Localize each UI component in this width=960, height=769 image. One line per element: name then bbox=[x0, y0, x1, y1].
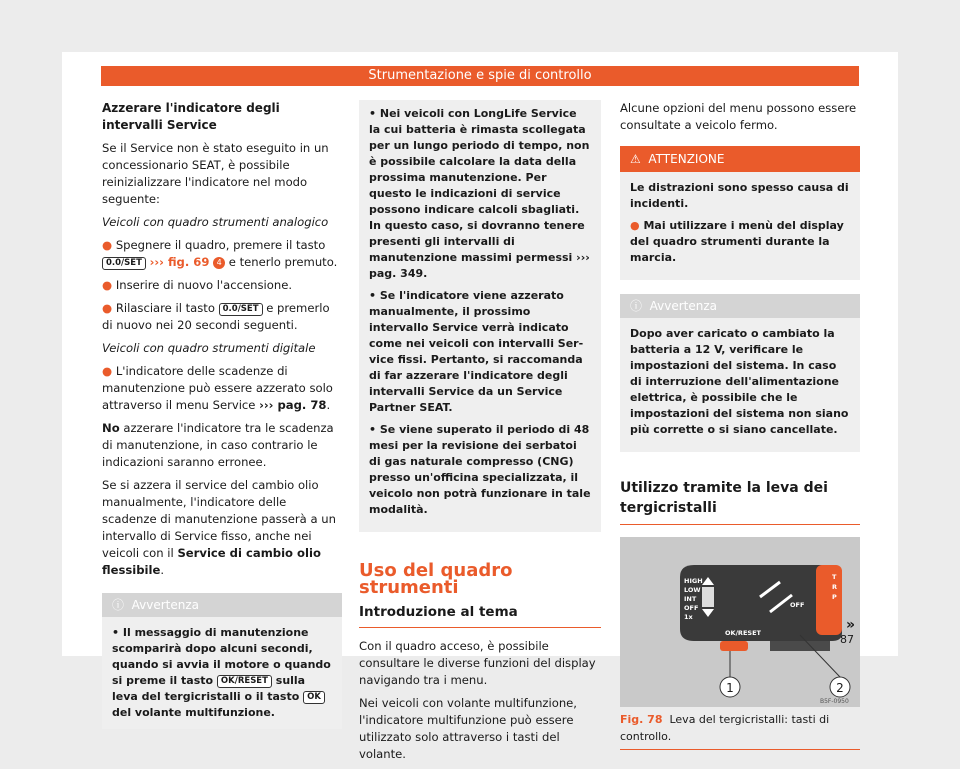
paragraph-text: azzerare l'indicatore tra le scadenza di manutenzione, in caso contrario le indicazioni saranno erronee. bbox=[102, 421, 334, 469]
topic-heading: Introduzione al tema bbox=[359, 604, 601, 628]
figure-caption bbox=[620, 707, 860, 750]
list-text: Inserire di nuovo l'accensione. bbox=[115, 278, 293, 292]
list-text: Rilasciare il tasto bbox=[115, 301, 215, 315]
list-item: ● L'indicatore delle scadenze di manutenzione può essere azzerato solo attraverso il menu Service ››› pag. 78. bbox=[102, 364, 333, 412]
wiper-lever-figure bbox=[620, 537, 860, 707]
label-low: LOW bbox=[684, 586, 701, 594]
note-header bbox=[102, 593, 342, 617]
note-text: Il messaggio di manutenzione scomparirà dopo alcuni secondi, quando si avvia il motore o quando si preme il tasto bbox=[112, 626, 331, 687]
note-box bbox=[102, 593, 342, 729]
set-key-icon: 0.0/SET bbox=[102, 257, 146, 270]
warning-box bbox=[620, 146, 860, 280]
list-item bbox=[102, 237, 342, 271]
wiper-lever-illustration bbox=[620, 537, 860, 707]
note-text: Se viene superato il periodo di 48 mesi per la revisione dei serbatoi di gas naturale compresso (CNG) presso un'officina specializzata, il veicolo non potrà funzionare in tale modalità. bbox=[369, 423, 591, 516]
paragraph: Se il Service non è stato eseguito in un concessionario SEAT, è possibile reinizializzare l'indicatore nel modo seguente: bbox=[102, 141, 329, 206]
bold-text: Service di cambio olio flessibile bbox=[102, 546, 321, 577]
note-text: del volante multifunzione. bbox=[112, 706, 275, 719]
note-header bbox=[620, 294, 860, 318]
paragraph bbox=[102, 420, 342, 471]
note-item: • Se l'indicatore viene azzerato manualmente, il prossimo intervallo Service verrà indicato come nei veicoli con intervalli Service fissi. Pertanto, si raccomanda di far azzerare l'indicatore degli intervalli Service da un Service Partner SEAT. bbox=[369, 289, 584, 414]
list-text: Spegnere il quadro, premere il tasto bbox=[115, 238, 326, 252]
warning-header bbox=[620, 146, 860, 172]
label-okreset: OK/RESET bbox=[725, 629, 761, 637]
ok-key-icon: OK bbox=[303, 691, 325, 704]
section-title: Azzerare l'indicatore degli intervalli Service bbox=[102, 101, 280, 132]
label-int: INT bbox=[684, 595, 697, 603]
paragraph-text: Se si azzera il service del cambio olio manualmente, l'indicatore delle scadenze di manutenzione passerà a un intervallo di Service fisso, anche nei veicoli con il bbox=[102, 478, 336, 560]
warning-item bbox=[630, 218, 850, 266]
set-key-icon: 0.0/SET bbox=[219, 303, 263, 316]
paragraph: Alcune opzioni del menu possono essere consultate a veicolo fermo. bbox=[620, 101, 857, 132]
callout-1: 1 bbox=[726, 681, 734, 695]
warning-title: ATTENZIONE bbox=[648, 152, 725, 166]
info-icon: ⓘ bbox=[112, 598, 125, 612]
note-item: • Se viene superato il periodo di 48 mesi per la revisione dei serbatoi di gas naturale compresso (CNG) presso un'officina specializzata, il veicolo non potrà funzionare in tale modalità. bbox=[369, 423, 591, 516]
caption-text: Leva del tergicristalli: tasti di controllo. bbox=[620, 713, 830, 743]
bullet-icon: ● bbox=[102, 238, 113, 252]
label-high: HIGH bbox=[684, 577, 703, 585]
label-r: R bbox=[832, 583, 838, 591]
bold-text: No bbox=[102, 421, 120, 435]
warning-text: Le distrazioni sono spesso causa di incidenti. bbox=[630, 181, 849, 210]
section-heading: Utilizzo tramite la leva dei tergicristalli bbox=[620, 478, 860, 525]
label-t: T bbox=[832, 573, 837, 581]
bullet-icon: ● bbox=[102, 364, 113, 378]
label-1x: 1x bbox=[684, 613, 693, 621]
section-header: Strumentazione e spie di controllo bbox=[101, 66, 859, 86]
list-text: L'indicatore delle scadenze di manutenzione può essere azzerato solo attraverso il menu Service bbox=[102, 364, 333, 412]
bullet-icon: ● bbox=[102, 301, 113, 315]
warning-icon: ⚠ bbox=[630, 152, 641, 166]
paragraph: Nei veicoli con volante multifunzione, l'indicatore multifunzione può essere utilizzato solo attraverso i tasti del volante. bbox=[359, 696, 577, 761]
callout-2: 2 bbox=[836, 681, 844, 695]
note-item: • Il messaggio di manutenzione scomparirà dopo alcuni secondi, quando si avvia il motore o quando si preme il tasto OK/RESET sulla leva del tergicristalli o il tasto OK del volante multifunzione. bbox=[112, 626, 331, 719]
subheading-analog: Veicoli con quadro strumenti analogico bbox=[102, 215, 329, 229]
figure-link[interactable]: ››› fig. 69 bbox=[149, 255, 210, 269]
figure-code: B5F-0950 bbox=[820, 698, 849, 705]
column-2 bbox=[359, 100, 601, 769]
paragraph: Con il quadro acceso, è possibile consultare le diverse funzioni del display navigando tra i menu. bbox=[359, 639, 596, 687]
list-text: e tenerlo premuto. bbox=[228, 255, 338, 269]
note-box bbox=[620, 294, 860, 452]
info-icon: ⓘ bbox=[630, 299, 643, 313]
note-text: sulla leva del tergicristalli o il tasto bbox=[112, 674, 306, 703]
page-number: 87 bbox=[840, 633, 854, 646]
column-3 bbox=[620, 100, 860, 750]
note-item: • Nei veicoli con LongLife Service la cui batteria è rimasta scollegata per un lungo periodo di tempo, non è possibile calcolare la data della prossima manutenzione. Per questo le indicazioni di service possono indicare calcoli sbagliati. In questo caso, si dovranno tenere presenti gli intervalli di manutenzione massimi permessi ››› pag. 349. bbox=[369, 107, 590, 280]
list-item bbox=[102, 277, 342, 294]
note-title: Avvertenza bbox=[649, 299, 718, 313]
okreset-key-icon: OK/RESET bbox=[217, 675, 272, 688]
note-continuation-box bbox=[359, 100, 601, 532]
note-text: Se l'indicatore viene azzerato manualmente, il prossimo intervallo Service verrà indicato come nei veicoli con intervalli Service fissi. Pertanto, si raccomanda di far azzerare l'indicatore degli intervalli Service da un Service Partner SEAT. bbox=[369, 289, 584, 414]
column-1 bbox=[102, 100, 342, 729]
warning-text: Mai utilizzare i menù del display del quadro strumenti durante la marcia. bbox=[630, 219, 844, 264]
label-off: OFF bbox=[684, 604, 699, 612]
figure-number: Fig. 78 bbox=[620, 713, 663, 726]
bullet-icon: ● bbox=[102, 278, 113, 292]
continue-icon: » bbox=[846, 617, 856, 633]
callout-badge: 4 bbox=[213, 257, 225, 269]
paragraph: Se si azzera il service del cambio olio manualmente, l'indicatore delle scadenze di manutenzione passerà a un intervallo di Service fisso, anche nei veicoli con il Service di cambio olio flessibile. bbox=[102, 478, 336, 577]
list-item bbox=[102, 300, 342, 334]
label-p: P bbox=[832, 593, 837, 601]
page-link[interactable]: ››› pag. 78 bbox=[259, 398, 327, 412]
note-title: Avvertenza bbox=[131, 598, 200, 612]
list-text: e premerlo di nuovo nei 20 secondi seguenti. bbox=[102, 301, 330, 332]
label-off-right: OFF bbox=[790, 601, 805, 609]
bullet-icon: ● bbox=[630, 219, 640, 232]
subheading-digital: Veicoli con quadro strumenti digitale bbox=[102, 341, 316, 355]
page-link[interactable]: ››› pag. 349 bbox=[369, 251, 590, 280]
chapter-heading: Uso del quadro strumenti bbox=[359, 560, 513, 598]
note-text: Dopo aver caricato o cambiato la batteria a 12 V, verificare le impostazioni del sistema. In caso di interruzione dell'alimentazione elettrica, è possibile che le impostazioni del sistema non siano più corrette o si siano cancellate. bbox=[630, 327, 849, 436]
note-text: Nei veicoli con LongLife Service la cui batteria è rimasta scollegata per un lungo periodo di tempo, non è possibile calcolare la data della prossima manutenzione. Per questo le indicazioni di service possono indicare calcoli sbagliati. In questo caso, si dovranno tenere presenti gli intervalli di manutenzione massimi permessi bbox=[369, 107, 590, 264]
